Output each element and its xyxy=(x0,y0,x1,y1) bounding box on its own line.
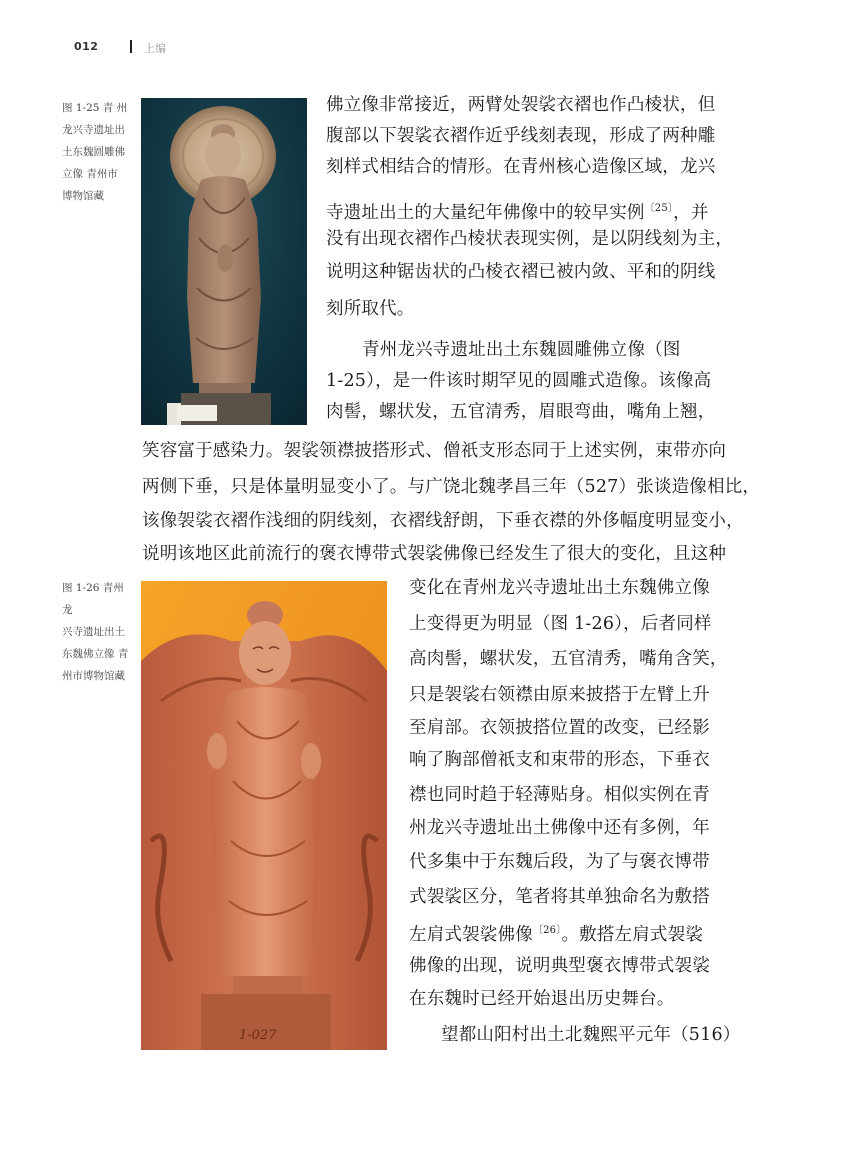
section-title: 上编 xyxy=(144,42,166,55)
caption-line: 土东魏圆雕佛 xyxy=(62,146,125,158)
body-line: 刻样式相结合的情形。在青州核心造像区域，龙兴 xyxy=(326,157,716,177)
body-line: 上变得更为明显（图 1-26），后者同样 xyxy=(409,614,712,634)
body-line: 变化在青州龙兴寺遗址出土东魏佛立像 xyxy=(409,578,710,598)
page-number: 012 xyxy=(74,40,99,53)
figure-1-26-photo xyxy=(141,581,387,1050)
body-line: 1-25），是一件该时期罕见的圆雕式造像。该像高 xyxy=(326,371,712,391)
figure-1-25-photo xyxy=(141,98,307,425)
figure-caption-1-26 xyxy=(62,577,134,687)
body-line: 佛像的出现，说明典型褒衣博带式袈裟 xyxy=(409,956,710,976)
body-line: 响了胸部僧祇支和束带的形态，下垂衣 xyxy=(409,750,710,770)
footnote-ref-25[interactable]: 〔25〕 xyxy=(644,203,674,214)
caption-line: 博物馆藏 xyxy=(62,190,104,202)
body-line: 说明该地区此前流行的褒衣博带式袈裟佛像已经发生了很大的变化，且这种 xyxy=(142,544,727,564)
photo-label: 1-027 xyxy=(239,1028,277,1043)
caption-line: 龙兴寺遗址出 xyxy=(62,124,125,136)
body-line: 只是袈裟右领襟由原来披搭于左臂上升 xyxy=(409,685,710,705)
body-line: 式袈裟区分，笔者将其单独命名为敷搭 xyxy=(409,887,710,907)
figure-caption-1-25 xyxy=(62,97,134,207)
caption-line: 东魏佛立像 青 xyxy=(62,648,129,660)
caption-line: 立像 青州市 xyxy=(62,168,118,180)
body-line: 州龙兴寺遗址出土佛像中还有多例，年 xyxy=(409,818,710,838)
body-line: 青州龙兴寺遗址出土东魏圆雕佛立像（图 xyxy=(362,340,681,360)
caption-line: 兴寺遗址出土 xyxy=(62,626,125,638)
caption-line: 图 1-26 青州龙 xyxy=(62,582,124,616)
body-line: 肉髻，螺状发，五官清秀，眉眼弯曲，嘴角上翘， xyxy=(326,402,716,422)
body-line: 望都山阳村出土北魏熙平元年（516） xyxy=(441,1025,741,1045)
body-line: 佛立像非常接近，两臂处袈裟衣褶也作凸棱状，但 xyxy=(326,95,716,115)
body-line: 腹部以下袈裟衣褶作近乎线刻表现，形成了两种雕 xyxy=(326,126,716,146)
page-header xyxy=(74,40,166,55)
body-line: 说明这种锯齿状的凸棱衣褶已被内敛、平和的阴线 xyxy=(326,262,716,282)
caption-line: 图 1-25 青 州 xyxy=(62,102,128,114)
body-line: 该像袈裟衣褶作浅细的阴线刻，衣褶线舒朗，下垂衣襟的外侈幅度明显变小， xyxy=(142,511,744,531)
body-line: 在东魏时已经开始退出历史舞台。 xyxy=(409,989,675,1009)
body-line: 两侧下垂，只是体量明显变小了。与广饶北魏孝昌三年（527）张谈造像相比， xyxy=(142,477,761,497)
body-line: 寺遗址出土的大量纪年佛像中的较早实例$^{〔25〕}$，并 xyxy=(326,203,709,223)
header-divider xyxy=(130,40,132,53)
caption-line: 州市博物馆藏 xyxy=(62,670,125,682)
body-line: 代多集中于东魏后段，为了与褒衣博带 xyxy=(409,852,710,872)
body-line: 高肉髻，螺状发，五官清秀，嘴角含笑， xyxy=(409,649,728,669)
body-line: 左肩式袈裟佛像$^{〔26〕}$。敷搭左肩式袈裟 xyxy=(409,925,704,945)
body-line: 没有出现衣褶作凸棱状表现实例，是以阴线刻为主， xyxy=(326,229,734,249)
body-line: 至肩部。衣领披搭位置的改变，已经影 xyxy=(409,718,710,738)
body-line: 襟也同时趋于轻薄贴身。相似实例在青 xyxy=(409,785,710,805)
footnote-ref-26[interactable]: 〔26〕 xyxy=(532,925,562,936)
body-line: 刻所取代。 xyxy=(326,299,415,319)
body-line: 笑容富于感染力。袈裟领襟披搭形式、僧祇支形态同于上述实例，束带亦向 xyxy=(142,441,727,461)
